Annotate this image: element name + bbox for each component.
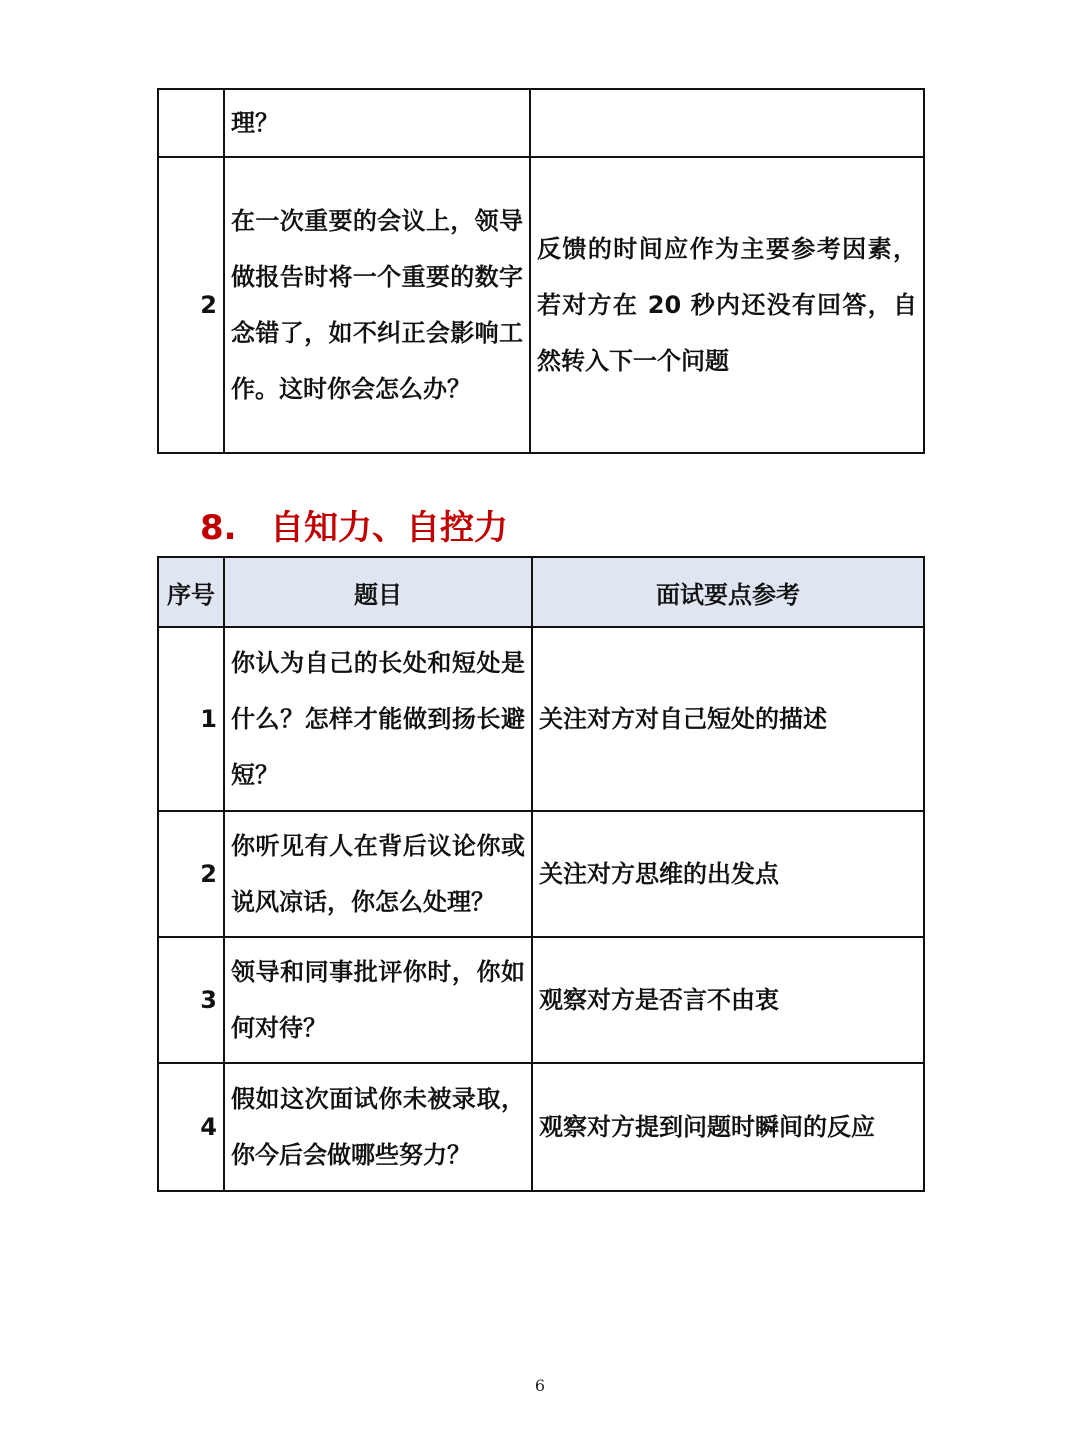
row-number: 2 bbox=[158, 157, 224, 453]
table-row bbox=[158, 1063, 924, 1191]
row-number: 2 bbox=[158, 811, 224, 937]
answer-cell: 关注对方对自己短处的描述 bbox=[532, 627, 924, 811]
row-number: 4 bbox=[158, 1063, 224, 1191]
table-row bbox=[158, 627, 924, 811]
page-number: 6 bbox=[534, 1376, 546, 1395]
table-header-row bbox=[158, 557, 924, 627]
section-title: 自知力、自控力 bbox=[270, 508, 508, 548]
interview-table bbox=[157, 556, 925, 1192]
section-number: 8. bbox=[200, 508, 237, 548]
question-cell: 领导和同事批评你时，你如何对待？ bbox=[224, 937, 532, 1063]
question-cell: 在一次重要的会议上，领导做报告时将一个重要的数字念错了，如不纠正会影响工作。这时你会怎么办？ bbox=[224, 157, 530, 453]
answer-cell bbox=[530, 89, 924, 157]
row-number: 1 bbox=[158, 627, 224, 811]
answer-cell: 关注对方思维的出发点 bbox=[532, 811, 924, 937]
table-row bbox=[158, 157, 924, 453]
answer-cell: 观察对方提到问题时瞬间的反应 bbox=[532, 1063, 924, 1191]
question-cell: 你认为自己的长处和短处是什么？怎样才能做到扬长避短？ bbox=[224, 627, 532, 811]
header-question: 题目 bbox=[224, 557, 532, 627]
row-number bbox=[158, 89, 224, 157]
header-number: 序号 bbox=[158, 557, 224, 627]
answer-cell: 观察对方是否言不由衷 bbox=[532, 937, 924, 1063]
continued-table bbox=[157, 88, 925, 454]
table-row bbox=[158, 89, 924, 157]
table-row bbox=[158, 937, 924, 1063]
table-row bbox=[158, 811, 924, 937]
answer-cell: 反馈的时间应作为主要参考因素，若对方在 20 秒内还没有回答，自然转入下一个问题 bbox=[530, 157, 924, 453]
section-heading bbox=[200, 500, 508, 556]
header-answer: 面试要点参考 bbox=[532, 557, 924, 627]
question-cell: 你听见有人在背后议论你或说风凉话，你怎么处理？ bbox=[224, 811, 532, 937]
question-cell: 理？ bbox=[224, 89, 530, 157]
row-number: 3 bbox=[158, 937, 224, 1063]
question-cell: 假如这次面试你未被录取，你今后会做哪些努力？ bbox=[224, 1063, 532, 1191]
